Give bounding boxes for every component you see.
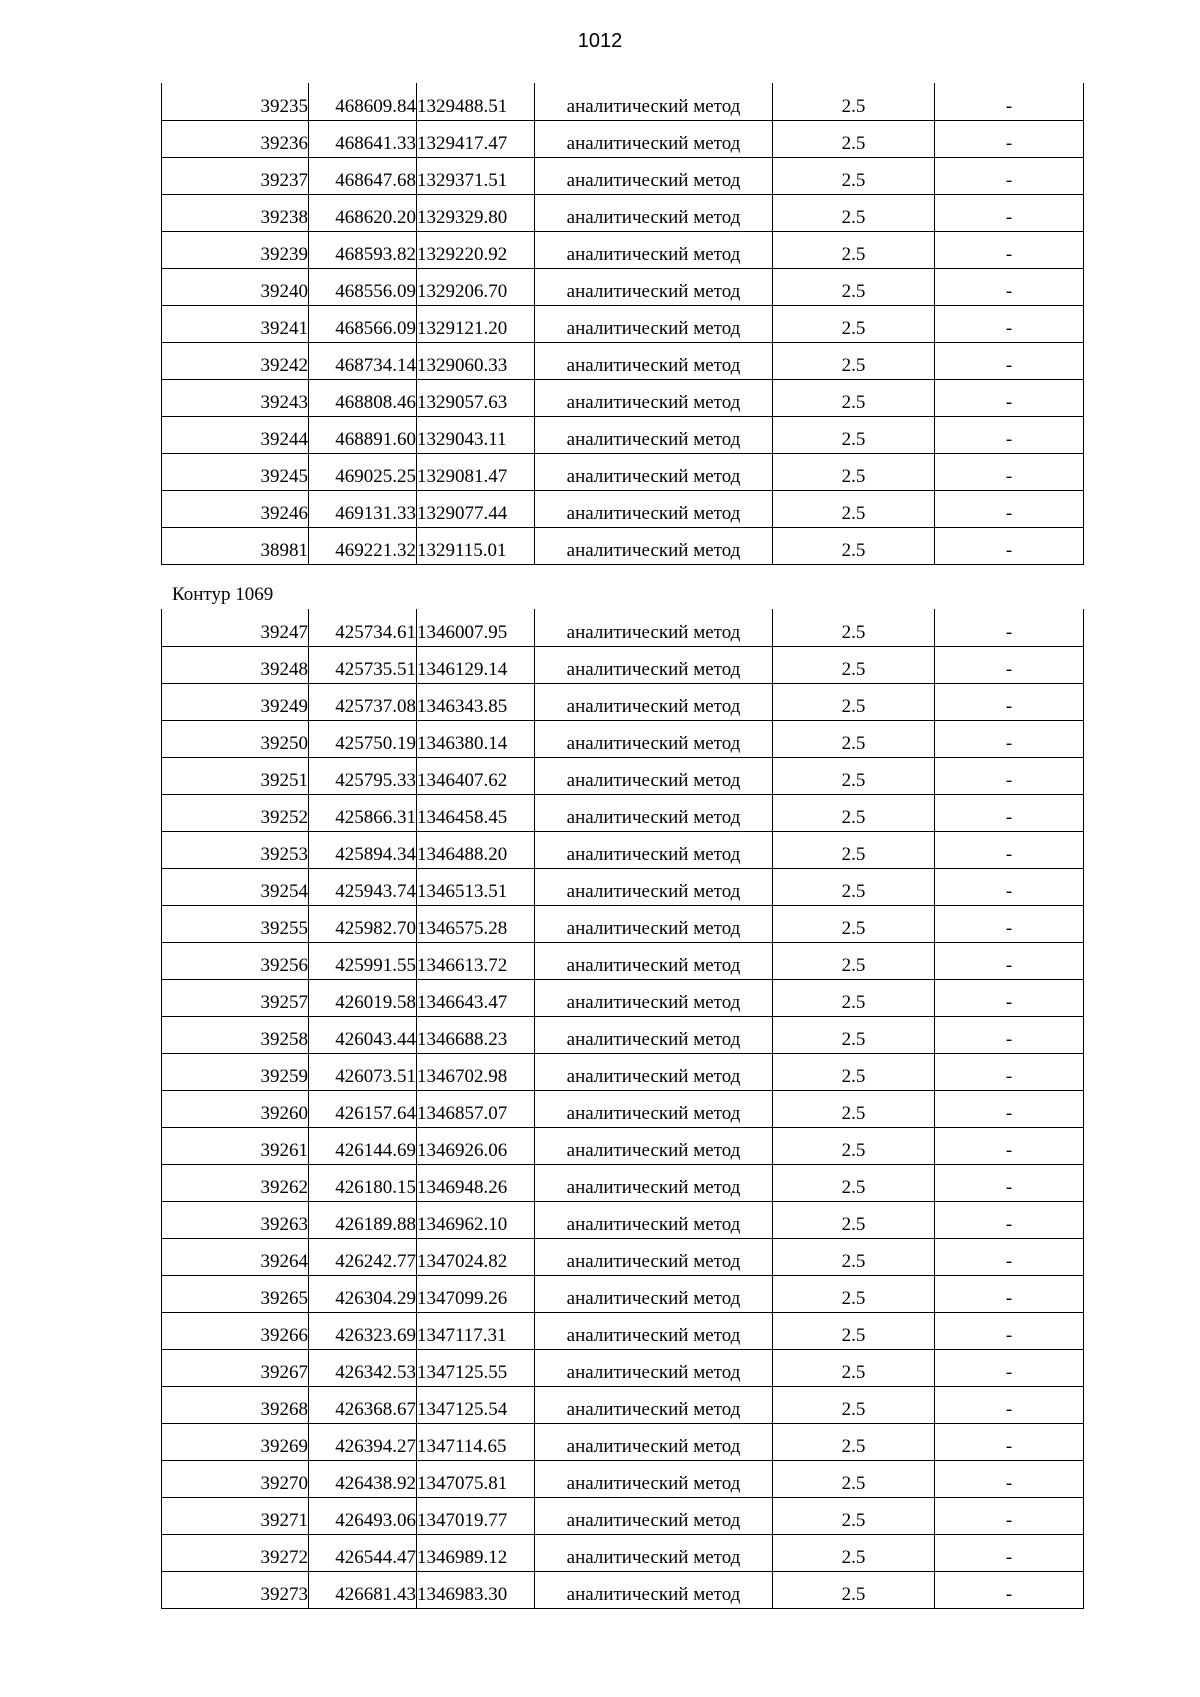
- contour-label: Контур 1069: [172, 584, 274, 605]
- x-coordinate-cell: 426189.88: [309, 1201, 417, 1238]
- method-cell: аналитический метод: [535, 646, 773, 683]
- method-cell: аналитический метод: [535, 1423, 773, 1460]
- method-cell: аналитический метод: [535, 490, 773, 527]
- x-coordinate-cell: 425795.33: [309, 757, 417, 794]
- accuracy-cell: 2.5: [773, 157, 935, 194]
- point-number-cell: 39255: [162, 905, 309, 942]
- x-coordinate-cell: 468556.09: [309, 268, 417, 305]
- description-cell: -: [935, 1460, 1084, 1497]
- description-cell: -: [935, 194, 1084, 231]
- table-row: [162, 379, 1084, 416]
- y-coordinate-cell: 1329043.11: [417, 416, 535, 453]
- point-number-cell: 39242: [162, 342, 309, 379]
- description-cell: -: [935, 1053, 1084, 1090]
- point-number-cell: 39258: [162, 1016, 309, 1053]
- y-coordinate-cell: 1329220.92: [417, 231, 535, 268]
- table-row: [162, 453, 1084, 490]
- coordinates-table-top: [161, 83, 1084, 565]
- description-cell: -: [935, 905, 1084, 942]
- x-coordinate-cell: 425735.51: [309, 646, 417, 683]
- accuracy-cell: 2.5: [773, 1312, 935, 1349]
- point-number-cell: 39250: [162, 720, 309, 757]
- x-coordinate-cell: 469131.33: [309, 490, 417, 527]
- point-number-cell: 39254: [162, 868, 309, 905]
- coordinates-table-bottom: [161, 609, 1084, 1609]
- table-row: [162, 305, 1084, 342]
- description-cell: -: [935, 979, 1084, 1016]
- point-number-cell: 39273: [162, 1571, 309, 1608]
- table-row: [162, 1312, 1084, 1349]
- method-cell: аналитический метод: [535, 527, 773, 564]
- x-coordinate-cell: 426073.51: [309, 1053, 417, 1090]
- x-coordinate-cell: 426180.15: [309, 1164, 417, 1201]
- description-cell: -: [935, 1312, 1084, 1349]
- point-number-cell: 39262: [162, 1164, 309, 1201]
- table-row: [162, 683, 1084, 720]
- y-coordinate-cell: 1329121.20: [417, 305, 535, 342]
- method-cell: аналитический метод: [535, 1312, 773, 1349]
- table-row: [162, 1571, 1084, 1608]
- accuracy-cell: 2.5: [773, 342, 935, 379]
- y-coordinate-cell: 1347125.54: [417, 1386, 535, 1423]
- accuracy-cell: 2.5: [773, 1460, 935, 1497]
- table-row: [162, 1534, 1084, 1571]
- x-coordinate-cell: 468891.60: [309, 416, 417, 453]
- y-coordinate-cell: 1329115.01: [417, 527, 535, 564]
- coordinates-table-top-body: [162, 83, 1084, 564]
- y-coordinate-cell: 1346513.51: [417, 868, 535, 905]
- point-number-cell: 39266: [162, 1312, 309, 1349]
- description-cell: -: [935, 1090, 1084, 1127]
- x-coordinate-cell: 468641.33: [309, 120, 417, 157]
- table-row: [162, 831, 1084, 868]
- accuracy-cell: 2.5: [773, 683, 935, 720]
- y-coordinate-cell: 1346380.14: [417, 720, 535, 757]
- table-row: [162, 1090, 1084, 1127]
- table-row: [162, 1349, 1084, 1386]
- accuracy-cell: 2.5: [773, 905, 935, 942]
- y-coordinate-cell: 1329206.70: [417, 268, 535, 305]
- accuracy-cell: 2.5: [773, 1497, 935, 1534]
- x-coordinate-cell: 426438.92: [309, 1460, 417, 1497]
- method-cell: аналитический метод: [535, 794, 773, 831]
- table-row: [162, 157, 1084, 194]
- x-coordinate-cell: 425982.70: [309, 905, 417, 942]
- description-cell: -: [935, 1497, 1084, 1534]
- table-row: [162, 646, 1084, 683]
- accuracy-cell: 2.5: [773, 1238, 935, 1275]
- accuracy-cell: 2.5: [773, 231, 935, 268]
- method-cell: аналитический метод: [535, 157, 773, 194]
- y-coordinate-cell: 1347099.26: [417, 1275, 535, 1312]
- x-coordinate-cell: 468593.82: [309, 231, 417, 268]
- table-row: [162, 757, 1084, 794]
- description-cell: -: [935, 868, 1084, 905]
- x-coordinate-cell: 426368.67: [309, 1386, 417, 1423]
- method-cell: аналитический метод: [535, 1497, 773, 1534]
- y-coordinate-cell: 1329077.44: [417, 490, 535, 527]
- description-cell: -: [935, 1238, 1084, 1275]
- accuracy-cell: 2.5: [773, 453, 935, 490]
- method-cell: аналитический метод: [535, 1090, 773, 1127]
- y-coordinate-cell: 1329417.47: [417, 120, 535, 157]
- method-cell: аналитический метод: [535, 1571, 773, 1608]
- point-number-cell: 39240: [162, 268, 309, 305]
- point-number-cell: 39235: [162, 83, 309, 120]
- x-coordinate-cell: 426242.77: [309, 1238, 417, 1275]
- accuracy-cell: 2.5: [773, 757, 935, 794]
- accuracy-cell: 2.5: [773, 1053, 935, 1090]
- point-number-cell: 39239: [162, 231, 309, 268]
- accuracy-cell: 2.5: [773, 527, 935, 564]
- table-row: [162, 268, 1084, 305]
- accuracy-cell: 2.5: [773, 1386, 935, 1423]
- point-number-cell: 39237: [162, 157, 309, 194]
- point-number-cell: 39259: [162, 1053, 309, 1090]
- y-coordinate-cell: 1329081.47: [417, 453, 535, 490]
- description-cell: -: [935, 757, 1084, 794]
- description-cell: -: [935, 1386, 1084, 1423]
- page-number: 1012: [577, 30, 623, 52]
- method-cell: аналитический метод: [535, 1164, 773, 1201]
- description-cell: -: [935, 1016, 1084, 1053]
- y-coordinate-cell: 1347117.31: [417, 1312, 535, 1349]
- table-row: [162, 1053, 1084, 1090]
- point-number-cell: 39245: [162, 453, 309, 490]
- description-cell: -: [935, 268, 1084, 305]
- method-cell: аналитический метод: [535, 268, 773, 305]
- x-coordinate-cell: 426681.43: [309, 1571, 417, 1608]
- point-number-cell: 39243: [162, 379, 309, 416]
- description-cell: -: [935, 942, 1084, 979]
- table-row: [162, 720, 1084, 757]
- y-coordinate-cell: 1329060.33: [417, 342, 535, 379]
- method-cell: аналитический метод: [535, 1053, 773, 1090]
- description-cell: -: [935, 1571, 1084, 1608]
- description-cell: -: [935, 1164, 1084, 1201]
- x-coordinate-cell: 426323.69: [309, 1312, 417, 1349]
- description-cell: -: [935, 683, 1084, 720]
- x-coordinate-cell: 468566.09: [309, 305, 417, 342]
- x-coordinate-cell: 425737.08: [309, 683, 417, 720]
- y-coordinate-cell: 1346343.85: [417, 683, 535, 720]
- accuracy-cell: 2.5: [773, 1571, 935, 1608]
- description-cell: -: [935, 609, 1084, 646]
- y-coordinate-cell: 1346983.30: [417, 1571, 535, 1608]
- y-coordinate-cell: 1346702.98: [417, 1053, 535, 1090]
- description-cell: -: [935, 379, 1084, 416]
- accuracy-cell: 2.5: [773, 120, 935, 157]
- description-cell: -: [935, 831, 1084, 868]
- method-cell: аналитический метод: [535, 453, 773, 490]
- x-coordinate-cell: 469221.32: [309, 527, 417, 564]
- x-coordinate-cell: 426019.58: [309, 979, 417, 1016]
- point-number-cell: 39251: [162, 757, 309, 794]
- y-coordinate-cell: 1346688.23: [417, 1016, 535, 1053]
- point-number-cell: 39268: [162, 1386, 309, 1423]
- point-number-cell: 39252: [162, 794, 309, 831]
- description-cell: -: [935, 794, 1084, 831]
- method-cell: аналитический метод: [535, 305, 773, 342]
- table-row: [162, 942, 1084, 979]
- table-row: [162, 1386, 1084, 1423]
- point-number-cell: 39270: [162, 1460, 309, 1497]
- point-number-cell: 39238: [162, 194, 309, 231]
- accuracy-cell: 2.5: [773, 868, 935, 905]
- accuracy-cell: 2.5: [773, 194, 935, 231]
- point-number-cell: 39256: [162, 942, 309, 979]
- method-cell: аналитический метод: [535, 1534, 773, 1571]
- method-cell: аналитический метод: [535, 1201, 773, 1238]
- table-row: [162, 1460, 1084, 1497]
- x-coordinate-cell: 426043.44: [309, 1016, 417, 1053]
- accuracy-cell: 2.5: [773, 942, 935, 979]
- x-coordinate-cell: 426304.29: [309, 1275, 417, 1312]
- x-coordinate-cell: 425734.61: [309, 609, 417, 646]
- point-number-cell: 39247: [162, 609, 309, 646]
- description-cell: -: [935, 305, 1084, 342]
- point-number-cell: 39271: [162, 1497, 309, 1534]
- point-number-cell: 39241: [162, 305, 309, 342]
- x-coordinate-cell: 468734.14: [309, 342, 417, 379]
- description-cell: -: [935, 231, 1084, 268]
- accuracy-cell: 2.5: [773, 1164, 935, 1201]
- table-row: [162, 1238, 1084, 1275]
- y-coordinate-cell: 1346948.26: [417, 1164, 535, 1201]
- accuracy-cell: 2.5: [773, 268, 935, 305]
- accuracy-cell: 2.5: [773, 1201, 935, 1238]
- y-coordinate-cell: 1329488.51: [417, 83, 535, 120]
- method-cell: аналитический метод: [535, 868, 773, 905]
- accuracy-cell: 2.5: [773, 609, 935, 646]
- y-coordinate-cell: 1346926.06: [417, 1127, 535, 1164]
- table-row: [162, 905, 1084, 942]
- y-coordinate-cell: 1346962.10: [417, 1201, 535, 1238]
- method-cell: аналитический метод: [535, 979, 773, 1016]
- x-coordinate-cell: 425991.55: [309, 942, 417, 979]
- y-coordinate-cell: 1347125.55: [417, 1349, 535, 1386]
- accuracy-cell: 2.5: [773, 1016, 935, 1053]
- table-row: [162, 1016, 1084, 1053]
- method-cell: аналитический метод: [535, 1275, 773, 1312]
- x-coordinate-cell: 425943.74: [309, 868, 417, 905]
- point-number-cell: 39260: [162, 1090, 309, 1127]
- point-number-cell: 38981: [162, 527, 309, 564]
- accuracy-cell: 2.5: [773, 1423, 935, 1460]
- table-row: [162, 1127, 1084, 1164]
- method-cell: аналитический метод: [535, 1349, 773, 1386]
- x-coordinate-cell: 425866.31: [309, 794, 417, 831]
- point-number-cell: 39261: [162, 1127, 309, 1164]
- x-coordinate-cell: 468647.68: [309, 157, 417, 194]
- y-coordinate-cell: 1346575.28: [417, 905, 535, 942]
- description-cell: -: [935, 720, 1084, 757]
- description-cell: -: [935, 1275, 1084, 1312]
- point-number-cell: 39269: [162, 1423, 309, 1460]
- method-cell: аналитический метод: [535, 194, 773, 231]
- y-coordinate-cell: 1329057.63: [417, 379, 535, 416]
- y-coordinate-cell: 1329329.80: [417, 194, 535, 231]
- point-number-cell: 39246: [162, 490, 309, 527]
- description-cell: -: [935, 1349, 1084, 1386]
- accuracy-cell: 2.5: [773, 83, 935, 120]
- description-cell: -: [935, 453, 1084, 490]
- description-cell: -: [935, 646, 1084, 683]
- coordinates-table-bottom-body: [162, 609, 1084, 1608]
- x-coordinate-cell: 426342.53: [309, 1349, 417, 1386]
- method-cell: аналитический метод: [535, 1238, 773, 1275]
- description-cell: -: [935, 120, 1084, 157]
- table-row: [162, 1201, 1084, 1238]
- y-coordinate-cell: 1347019.77: [417, 1497, 535, 1534]
- table-row: [162, 979, 1084, 1016]
- y-coordinate-cell: 1347075.81: [417, 1460, 535, 1497]
- x-coordinate-cell: 426544.47: [309, 1534, 417, 1571]
- table-row: [162, 83, 1084, 120]
- method-cell: аналитический метод: [535, 1460, 773, 1497]
- method-cell: аналитический метод: [535, 720, 773, 757]
- x-coordinate-cell: 426157.64: [309, 1090, 417, 1127]
- y-coordinate-cell: 1346007.95: [417, 609, 535, 646]
- method-cell: аналитический метод: [535, 905, 773, 942]
- y-coordinate-cell: 1347024.82: [417, 1238, 535, 1275]
- point-number-cell: 39264: [162, 1238, 309, 1275]
- y-coordinate-cell: 1346989.12: [417, 1534, 535, 1571]
- table-row: [162, 868, 1084, 905]
- point-number-cell: 39244: [162, 416, 309, 453]
- table-row: [162, 1423, 1084, 1460]
- method-cell: аналитический метод: [535, 1386, 773, 1423]
- accuracy-cell: 2.5: [773, 646, 935, 683]
- description-cell: -: [935, 1127, 1084, 1164]
- y-coordinate-cell: 1346857.07: [417, 1090, 535, 1127]
- method-cell: аналитический метод: [535, 416, 773, 453]
- x-coordinate-cell: 425894.34: [309, 831, 417, 868]
- accuracy-cell: 2.5: [773, 979, 935, 1016]
- method-cell: аналитический метод: [535, 831, 773, 868]
- x-coordinate-cell: 468609.84: [309, 83, 417, 120]
- point-number-cell: 39265: [162, 1275, 309, 1312]
- description-cell: -: [935, 157, 1084, 194]
- method-cell: аналитический метод: [535, 231, 773, 268]
- x-coordinate-cell: 426493.06: [309, 1497, 417, 1534]
- point-number-cell: 39272: [162, 1534, 309, 1571]
- table-row: [162, 490, 1084, 527]
- point-number-cell: 39257: [162, 979, 309, 1016]
- accuracy-cell: 2.5: [773, 490, 935, 527]
- y-coordinate-cell: 1346643.47: [417, 979, 535, 1016]
- method-cell: аналитический метод: [535, 1016, 773, 1053]
- y-coordinate-cell: 1346129.14: [417, 646, 535, 683]
- y-coordinate-cell: 1346488.20: [417, 831, 535, 868]
- x-coordinate-cell: 426394.27: [309, 1423, 417, 1460]
- x-coordinate-cell: 425750.19: [309, 720, 417, 757]
- point-number-cell: 39253: [162, 831, 309, 868]
- y-coordinate-cell: 1346458.45: [417, 794, 535, 831]
- table-row: [162, 231, 1084, 268]
- point-number-cell: 39263: [162, 1201, 309, 1238]
- x-coordinate-cell: 426144.69: [309, 1127, 417, 1164]
- accuracy-cell: 2.5: [773, 1349, 935, 1386]
- table-row: [162, 1497, 1084, 1534]
- point-number-cell: 39249: [162, 683, 309, 720]
- accuracy-cell: 2.5: [773, 1275, 935, 1312]
- method-cell: аналитический метод: [535, 757, 773, 794]
- table-row: [162, 1164, 1084, 1201]
- x-coordinate-cell: 468808.46: [309, 379, 417, 416]
- method-cell: аналитический метод: [535, 609, 773, 646]
- y-coordinate-cell: 1329371.51: [417, 157, 535, 194]
- method-cell: аналитический метод: [535, 1127, 773, 1164]
- description-cell: -: [935, 83, 1084, 120]
- table-row: [162, 342, 1084, 379]
- method-cell: аналитический метод: [535, 342, 773, 379]
- y-coordinate-cell: 1346613.72: [417, 942, 535, 979]
- y-coordinate-cell: 1347114.65: [417, 1423, 535, 1460]
- accuracy-cell: 2.5: [773, 416, 935, 453]
- accuracy-cell: 2.5: [773, 379, 935, 416]
- table-row: [162, 194, 1084, 231]
- accuracy-cell: 2.5: [773, 305, 935, 342]
- x-coordinate-cell: 468620.20: [309, 194, 417, 231]
- x-coordinate-cell: 469025.25: [309, 453, 417, 490]
- y-coordinate-cell: 1346407.62: [417, 757, 535, 794]
- accuracy-cell: 2.5: [773, 831, 935, 868]
- description-cell: -: [935, 1534, 1084, 1571]
- point-number-cell: 39248: [162, 646, 309, 683]
- table-row: [162, 609, 1084, 646]
- description-cell: -: [935, 1423, 1084, 1460]
- description-cell: -: [935, 416, 1084, 453]
- description-cell: -: [935, 342, 1084, 379]
- table-row: [162, 527, 1084, 564]
- method-cell: аналитический метод: [535, 683, 773, 720]
- accuracy-cell: 2.5: [773, 1127, 935, 1164]
- method-cell: аналитический метод: [535, 120, 773, 157]
- table-row: [162, 794, 1084, 831]
- table-row: [162, 1275, 1084, 1312]
- point-number-cell: 39267: [162, 1349, 309, 1386]
- method-cell: аналитический метод: [535, 83, 773, 120]
- point-number-cell: 39236: [162, 120, 309, 157]
- accuracy-cell: 2.5: [773, 720, 935, 757]
- method-cell: аналитический метод: [535, 379, 773, 416]
- description-cell: -: [935, 1201, 1084, 1238]
- description-cell: -: [935, 527, 1084, 564]
- method-cell: аналитический метод: [535, 942, 773, 979]
- table-row: [162, 120, 1084, 157]
- table-row: [162, 416, 1084, 453]
- accuracy-cell: 2.5: [773, 1090, 935, 1127]
- accuracy-cell: 2.5: [773, 1534, 935, 1571]
- accuracy-cell: 2.5: [773, 794, 935, 831]
- description-cell: -: [935, 490, 1084, 527]
